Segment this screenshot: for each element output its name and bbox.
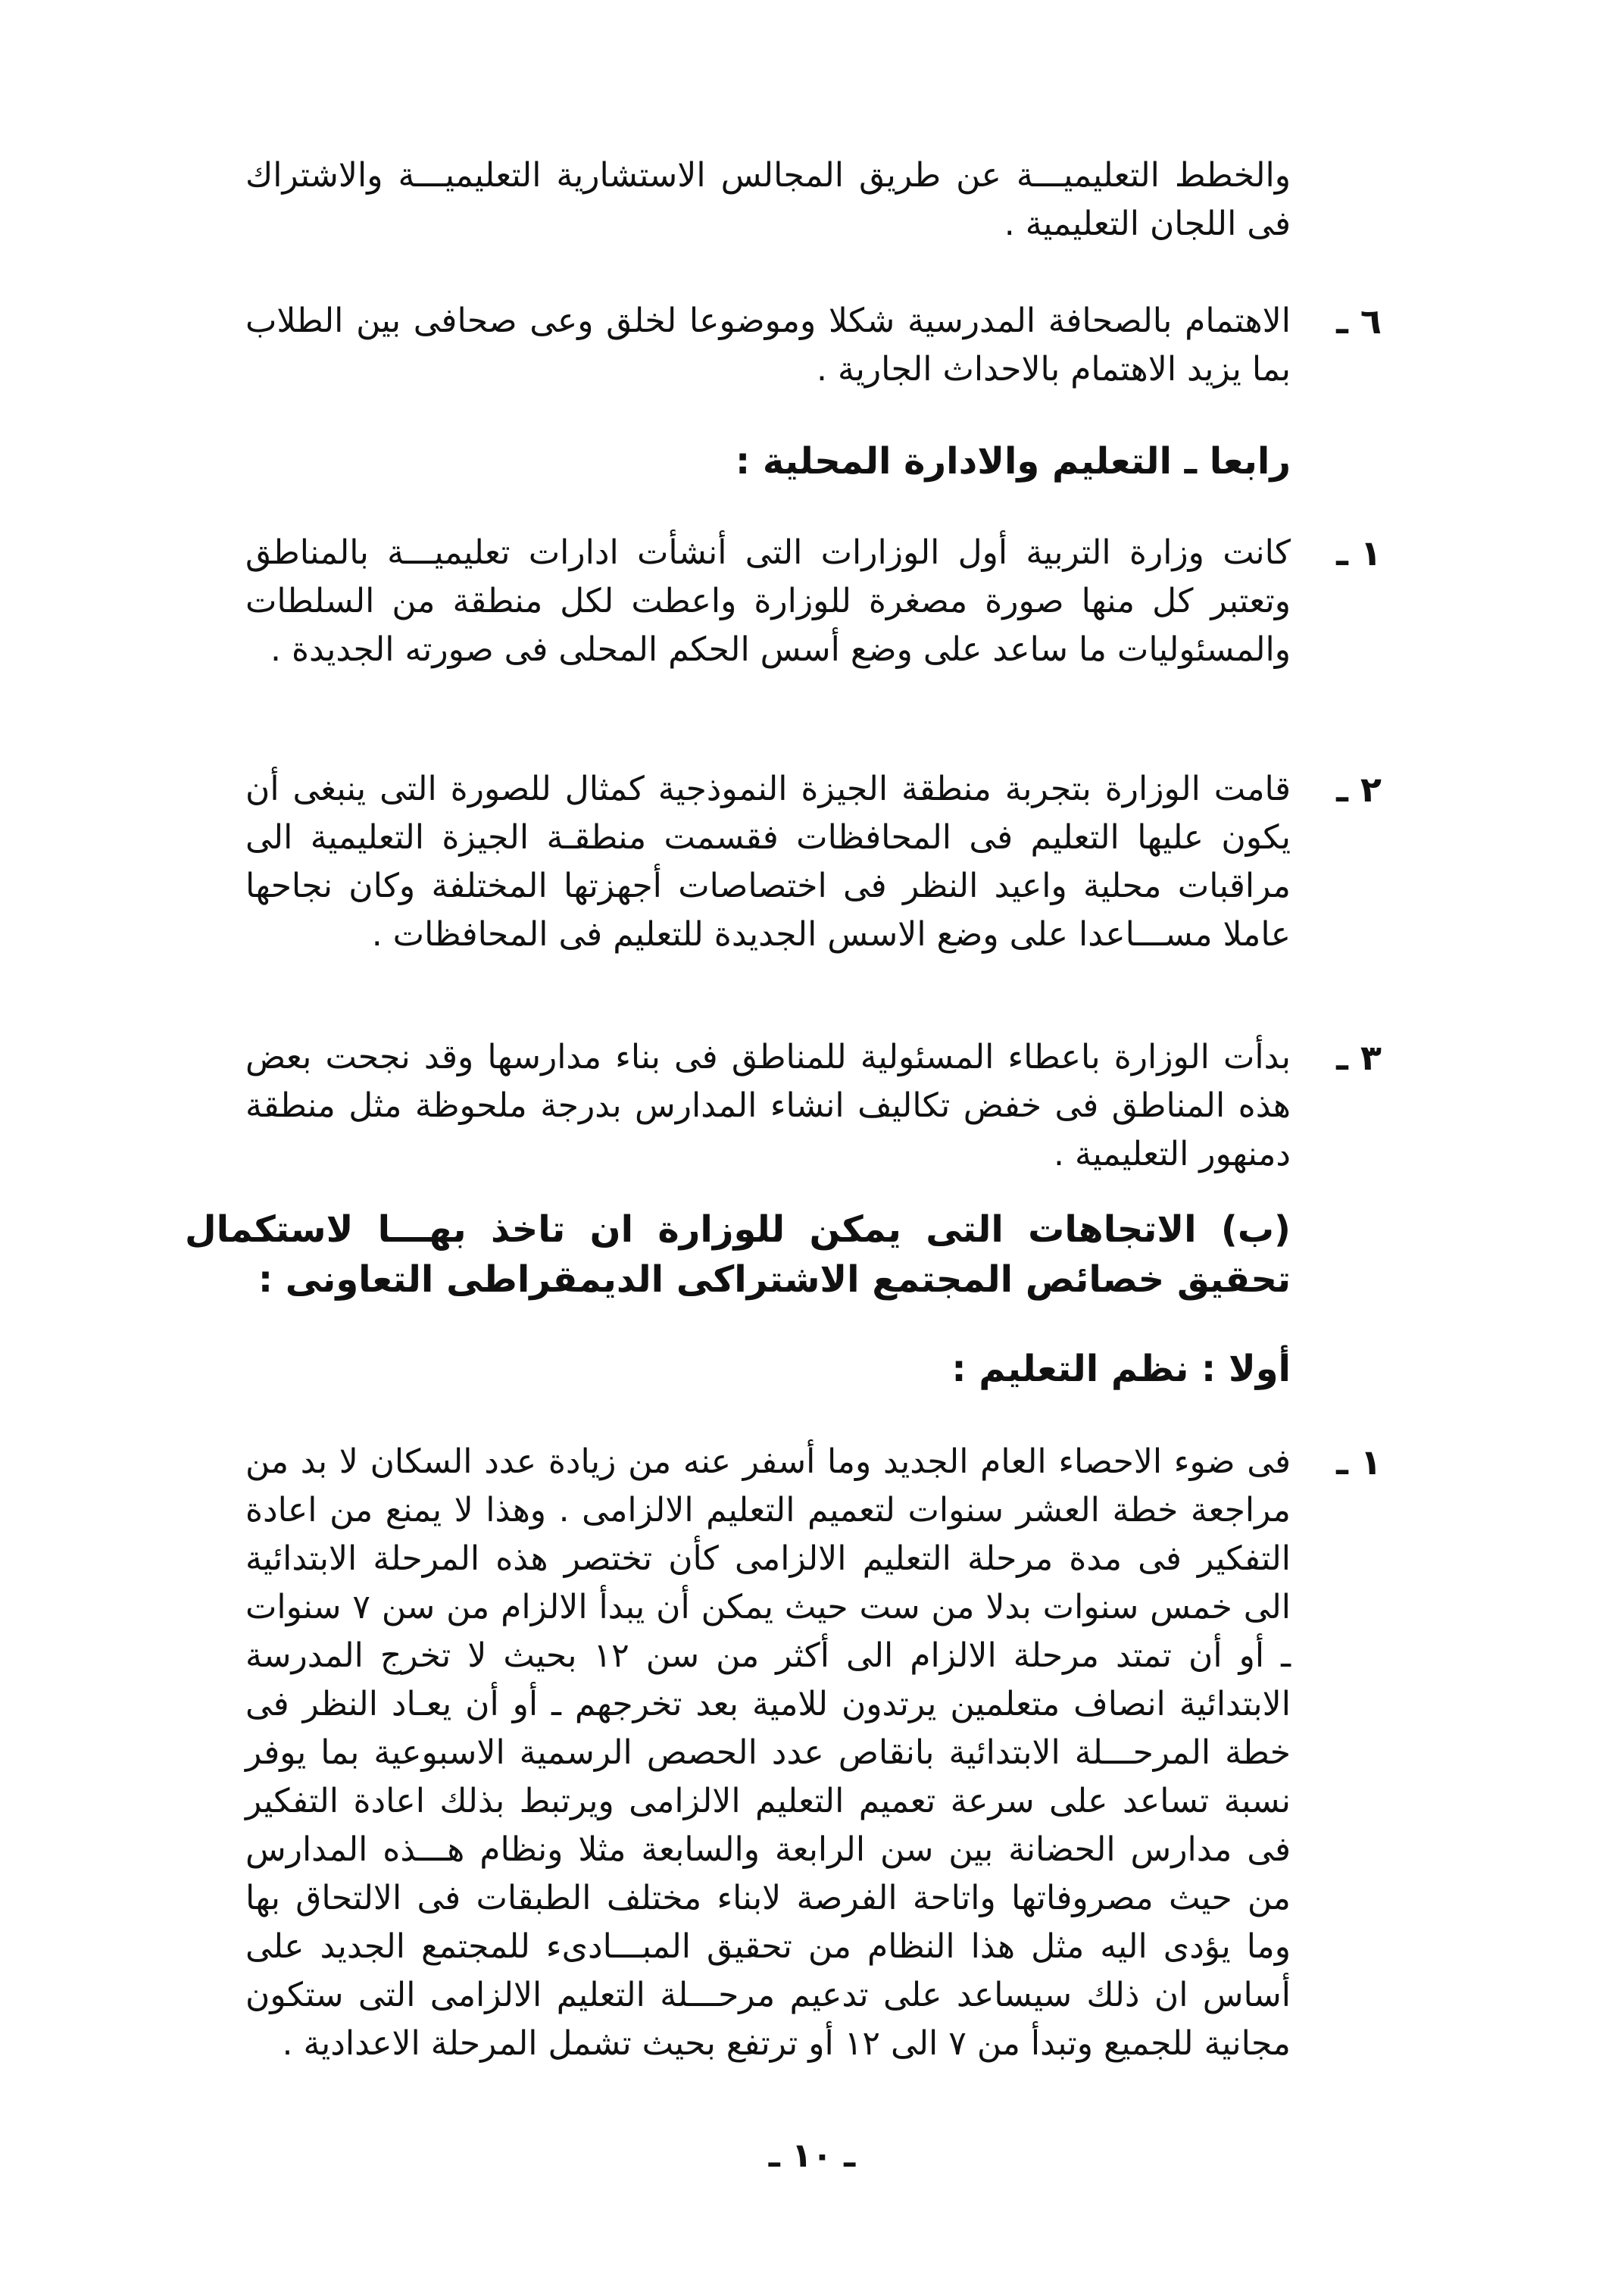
item-number: ٦ ـ: [1336, 301, 1382, 342]
item-text: بدأت الوزارة باعطاء المسئولية للمناطق فى بناء مدارسها وقد نجحت بعض هذه المناطق فى خفض تكاليف انشاء المدارس بدرجة ملحوظة مثل منطقة دمنهور التعليمية .: [245, 1038, 1291, 1173]
item-number: ١ ـ: [1336, 1442, 1382, 1483]
numbered-item: [245, 1033, 1382, 1179]
item-number: ١ ـ: [1336, 533, 1382, 573]
section-heading-text: رابعا ـ التعليم والادارة المحلية :: [735, 440, 1291, 483]
numbered-item: [245, 1438, 1382, 2068]
item-number: ٢ ـ: [1336, 769, 1382, 810]
continuation-paragraph: [245, 152, 1291, 248]
subsection-heading-text: أولا : نظم التعليم :: [951, 1348, 1291, 1390]
numbered-item: [245, 765, 1382, 959]
numbered-item: [245, 297, 1382, 394]
numbered-item: [245, 529, 1382, 674]
item-text: الاهتمام بالصحافة المدرسية شكلا وموضوعا لخلق وعى صحافى بين الطلاب بما يزيد الاهتمام بالاحداث الجارية .: [245, 302, 1291, 389]
item-number: ٣ ـ: [1336, 1037, 1382, 1078]
page-number: ـ ١٠ ـ: [768, 2136, 856, 2175]
item-text: فى ضوء الاحصاء العام الجديد وما أسفر عنه من زيادة عدد السكان لا بد من مراجعة خطة العشر سنوات لتعميم التعليم الالزامى . وهذا لا يمنع من اعادة التفكير فى مدة مرحلة التعليم الالزامى كأن تختصر هذه المرحلة الابتدائية الى خمس سنوات بدلا من ست حيث يمكن أن يبدأ الالزام من سن ٧ سنوات ـ أو أن تمتد مرحلة الالزام الى أكثر من سن ١٢ بحيث لا تخرج المدرسة الابتدائية انصاف متعلمين يرتدون للامية بعد تخرجهم ـ أو أن يعـاد النظر فى خطة المرحـــلة الابتدائية بانقاص عدد الحصص الرسمية الاسبوعية بما يوفر نسبة تساعد على سرعة تعميم التعليم الالزامى ويرتبط بذلك اعادة التفكير فى مدارس الحضانة بين سن الرابعة والسابعة مثلا ونظام هـــذه المدارس من حيث مصروفاتها واتاحة الفرصة لابناء مختلف الطبقات فى الالتحاق بها وما يؤدى اليه مثل هذا النظام من تحقيق المبـــادىء للمجتمع الجديد على أساس ان ذلك سيساعد على تدعيم مرحـــلة التعليم الالزامى التى ستكون مجانية للجميع وتبدأ من ٧ الى ١٢ أو ترتفع بحيث تشمل المرحلة الاعدادية .: [245, 1442, 1291, 2063]
item-text: قامت الوزارة بتجربة منطقة الجيزة النموذجية كمثال للصورة التى ينبغى أن يكون عليها التعليم فى المحافظات فقسمت منطقـة الجيزة التعليمية الى مراقبات محلية واعيد النظر فى اختصاصات أجهزتها المختلفة وكان نجاحها عاملا مســـاعدا على وضع الاسس الجديدة للتعليم فى المحافظات .: [245, 770, 1291, 954]
section-heading-local-administration: [185, 436, 1291, 486]
item-text: كانت وزارة التربية أول الوزارات التى أنشأت ادارات تعليميـــة بالمناطق وتعتبر كل منها صورة مصغرة للوزارة واعطت لكل منطقة من السلطات والمسئوليات ما ساعد على وضع أسس الحكم المحلى فى صورته الجديدة .: [245, 533, 1291, 669]
continuation-text: والخطط التعليميـــة عن طريق المجالس الاستشارية التعليميـــة والاشتراك فى اللجان التعليمية .: [245, 156, 1291, 243]
section-heading-trends: [185, 1205, 1291, 1305]
section-heading-text: (ب) الاتجاهات التى يمكن للوزارة ان تاخذ بهـــا لاستكمال تحقيق خصائص المجتمع الاشتراكى الديمقراطى التعاونى :: [185, 1208, 1291, 1301]
subsection-heading-education-systems: [185, 1344, 1291, 1394]
